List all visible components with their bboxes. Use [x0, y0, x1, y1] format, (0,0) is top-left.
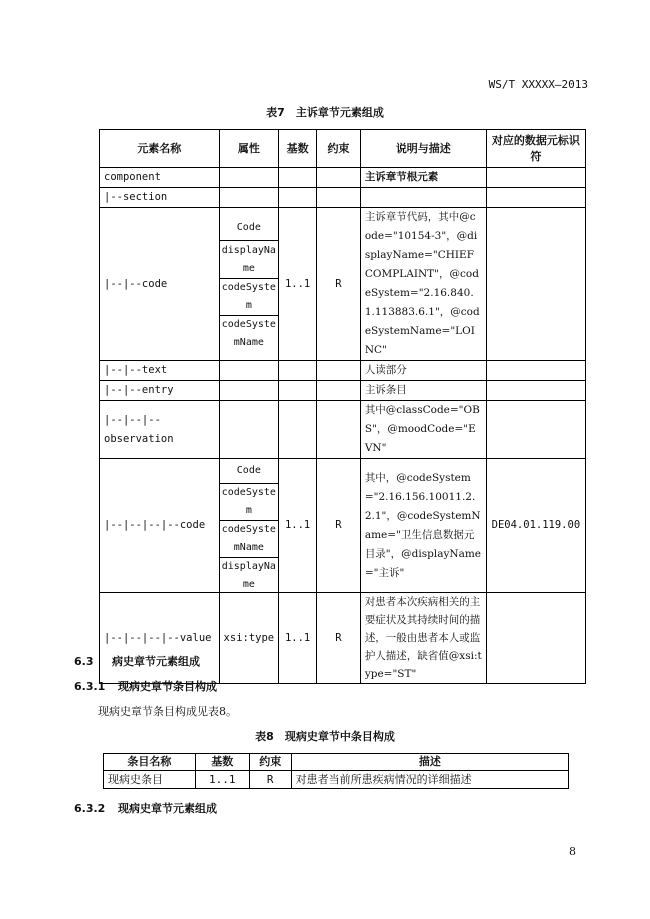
section-title: 现病史章节条目构成 — [118, 680, 217, 693]
table-row — [100, 361, 586, 381]
col-constraint: 约束 — [317, 130, 361, 168]
constraint: R — [317, 208, 361, 361]
element-name: |--|--entry — [100, 381, 220, 401]
attr-cell: codeSystem — [220, 484, 279, 521]
table7-header-row — [100, 130, 586, 168]
col-element-name: 元素名称 — [100, 130, 220, 168]
element-name: |--|--text — [100, 361, 220, 381]
page-number: 8 — [569, 845, 576, 858]
cardinality: 1..1 — [279, 208, 317, 361]
element-desc: 对患者本次疾病相关的主要症状及其持续时间的描述，一般由患者本人或监护人描述，缺省值@xsi:type="ST" — [360, 593, 486, 684]
element-desc: 主诉章节根元素 — [360, 168, 486, 188]
section-6-3-2-heading — [74, 800, 217, 816]
table-row — [100, 208, 586, 361]
cardinality: 1..1 — [279, 593, 317, 684]
element-desc: 其中，@codeSystem="2.16.156.10011.2.2.1"，@codeSystemName="卫生信息数据元目录"，@displayName="主诉" — [360, 459, 486, 593]
element-name: |--|--|--|--value — [100, 593, 220, 684]
table8 — [103, 753, 569, 789]
section-6-3-1-heading — [74, 678, 217, 694]
attr-cell: codeSystem — [220, 279, 279, 316]
section-6-3-heading — [74, 653, 200, 669]
col-cardinality: 基数 — [279, 130, 317, 168]
table7 — [99, 129, 586, 684]
table-row — [104, 771, 569, 789]
standard-code-header: WS/T XXXXX—2013 — [488, 78, 588, 91]
entry-desc: 对患者当前所患疾病情况的详细描述 — [291, 771, 568, 789]
section-number: 6.3.2 — [74, 802, 106, 815]
col-identifier: 对应的数据元标识符 — [486, 130, 585, 168]
element-name: |--section — [100, 188, 220, 208]
table-row — [100, 593, 586, 684]
element-name: |--|--|--|--code — [100, 459, 220, 593]
element-desc: 主诉条目 — [360, 381, 486, 401]
table-row — [100, 381, 586, 401]
element-name: |--|--|--observation — [100, 401, 220, 459]
attr-cell: codeSystemName — [220, 521, 279, 558]
constraint: R — [317, 593, 361, 684]
attr-cell: displayName — [221, 561, 276, 590]
table-row — [100, 401, 586, 459]
attr-cell: displayName — [220, 241, 279, 279]
attr-cell: Code — [220, 459, 279, 484]
attr-cell: codeSystemName — [221, 318, 276, 348]
attribute: xsi:type — [219, 593, 279, 684]
constraint: R — [317, 459, 361, 593]
col-attribute: 属性 — [219, 130, 279, 168]
data-element-identifier: DE04.01.119.00 — [486, 459, 585, 593]
col-cardinality: 基数 — [195, 754, 249, 771]
table-row — [100, 168, 586, 188]
section-paragraph: 现病史章节条目构成见表8。 — [98, 705, 237, 718]
element-name: component — [100, 168, 220, 188]
col-description: 描述 — [291, 754, 568, 771]
constraint: R — [249, 771, 291, 789]
attr-cell: Code — [220, 215, 279, 241]
entry-name: 现病史条目 — [104, 771, 196, 789]
cardinality: 1..1 — [195, 771, 249, 789]
col-entry-name: 条目名称 — [104, 754, 196, 771]
table-row — [100, 188, 586, 208]
element-desc: 主诉章节代码，其中@code="10154-3"，@displayName="CHIEF COMPLAINT"，@codeSystem="2.16.840.1.113883.6.1"，@codeSystemName="LOINC" — [360, 208, 486, 361]
table7-caption: 表7 主诉章节元素组成 — [266, 106, 384, 119]
col-description: 说明与描述 — [360, 130, 486, 168]
section-number: 6.3.1 — [74, 680, 106, 693]
element-desc: 其中@classCode="OBS"，@moodCode="EVN" — [360, 401, 486, 459]
section-title: 现病史章节元素组成 — [118, 802, 217, 815]
table-row — [100, 459, 586, 593]
element-desc: 人读部分 — [360, 361, 486, 381]
table8-header-row — [104, 754, 569, 771]
section-title: 病史章节元素组成 — [112, 655, 200, 668]
element-name: |--|--code — [100, 208, 220, 361]
col-constraint: 约束 — [249, 754, 291, 771]
section-number: 6.3 — [74, 655, 94, 668]
table8-caption: 表8 现病史章节中条目构成 — [255, 730, 395, 743]
cardinality: 1..1 — [279, 459, 317, 593]
